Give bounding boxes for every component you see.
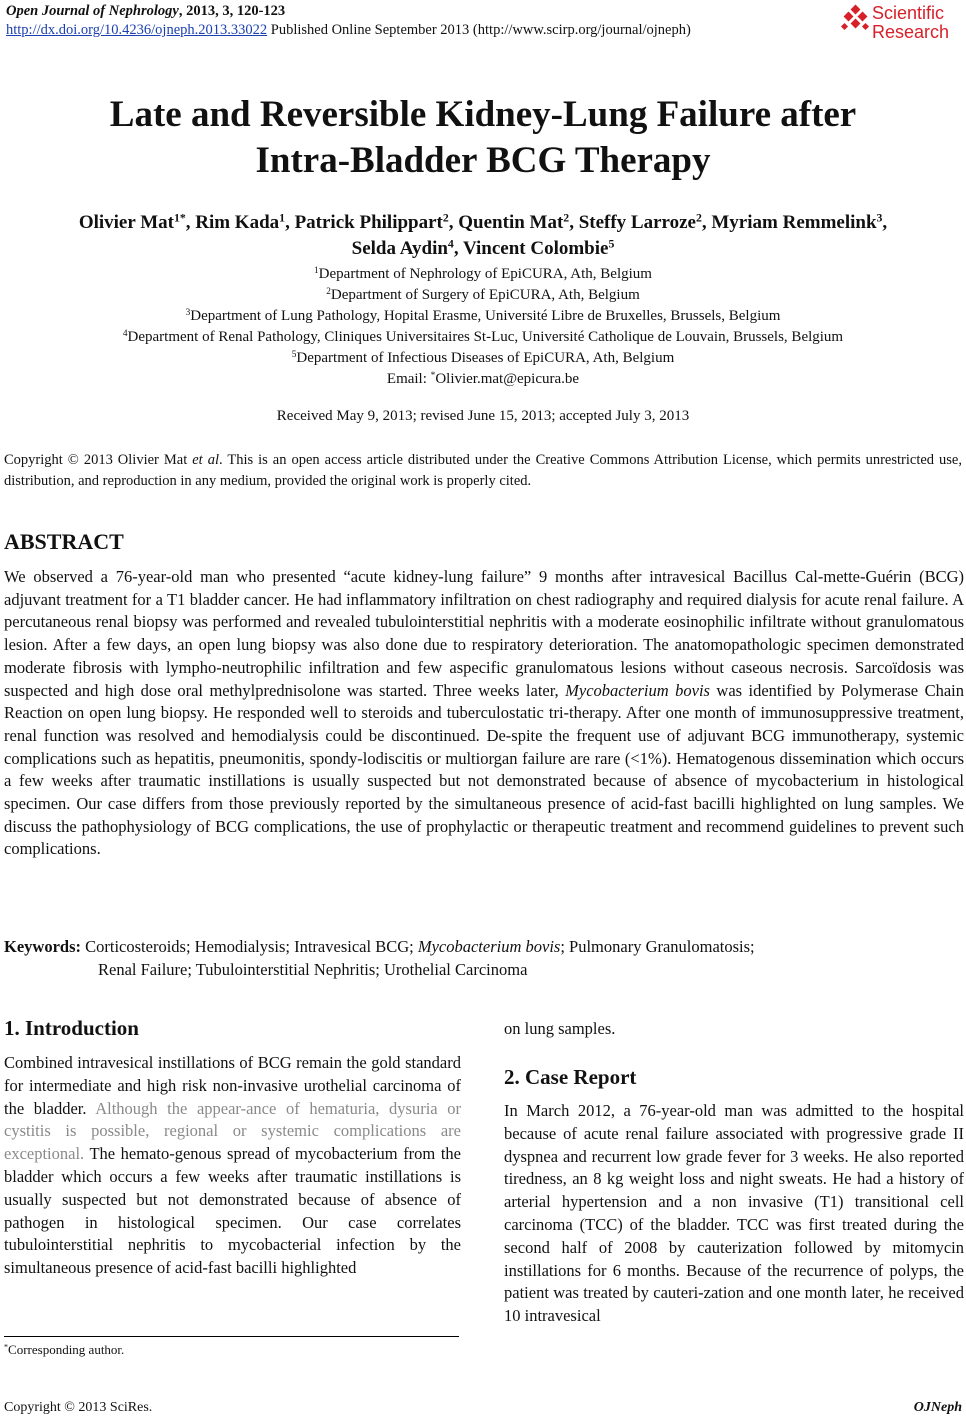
keywords-line-2: Renal Failure; Tubulointerstitial Nephritis; Urothelial Carcinoma [98,960,528,979]
keywords: Keywords: Corticosteroids; Hemodialysis; Intravesical BCG; Mycobacterium bovis; Pulmonary Granulomatosis; Renal Failure; Tubulointerstitial Nephritis; Urothelial Carcinoma [4,935,964,981]
author: Patrick Philippart$^2$, [294,211,459,233]
author: Olivier Mat$^{1*}$, [78,211,196,233]
introduction-text: Combined intravesical instillations of BCG remain the gold standard for intermediate and high risk non-invasive urothelial carcinoma of the bladder. Although the appear-ance of hematuria, dysuria or cystitis is possible, regional or systemic complications are exceptional. The hemato-genous spread of mycobacterium from the bladder which occurs a few weeks after traumatic instillations is usually suspected but not demonstrated because of absence of pathogen in histological specimen. Our case correlates tubulointerstitial nephritis to mycobacterial infection by the simultaneous presence of acid-fast bacilli highlighted [4,1053,461,1278]
journal-name: Open Journal of Nephrology [6,3,179,19]
author-line-1 [0,210,966,236]
page-footer [4,1400,962,1416]
title-line-2: Intra-Bladder BCG Therapy [255,140,711,181]
affiliation: $^2$Department of Surgery of EpiCURA, Ath, Belgium [326,286,640,303]
logo-text-scientific: Scientific [872,3,945,23]
journal-citation [6,2,956,21]
author: Vincent Colombie$^5$ [462,237,615,259]
affiliation: $^4$Department of Renal Pathology, Cliniques Universitaires St-Luc, Université Catholique de Louvain, Brussels, Belgium [122,328,844,345]
footnote: *Corresponding author. [4,1342,125,1357]
author: Selda Aydin$^4$, [351,237,463,259]
author-list [0,210,966,262]
author: Myriam Remmelink$^3$, [711,211,888,233]
affiliation-list [0,264,966,390]
introduction-continued: on lung samples. [504,1019,616,1038]
email-line: Email: *Olivier.mat@epicura.be [386,370,580,387]
author-line-2 [0,236,966,262]
logo-diamond-icon [842,6,870,34]
abstract-text: We observed a 76-year-old man who presented “acute kidney-lung failure” 9 months after intravesical Bacillus Cal-mette-Guérin (BCG) adjuvant treatment for a T1 bladder cancer. He had inflammatory infiltration on chest radiography and required dialysis for acute renal failure. A percutaneous renal biopsy was performed and revealed tubulointerstitial nephritis with a moderate eosinophilic infiltrate without granulomatous lesion. After a few days, an open lung biopsy was also done due to respiratory deterioration. The anatomopathologic specimen demonstrated moderate fibrosis with lympho-neutrophilic infiltration and few aspecific granulomatous lesions without caseous necrosis. Sarcoïdosis was suspected and high dose oral methylprednisolone was started. Three weeks later, Mycobacterium bovis was identified by Polymerase Chain Reaction on open lung biopsy. He responded well to steroids and tuberculostatic tri-therapy. After one month of immunosuppressive treatment, renal function was resolved and hemodialysis could be discontinued. De-spite the frequent use of adjuvant BCG immunotherapy, systemic complications such as hepatitis, pneumonitis, spondy-lodiscitis or multiorgan failure are rare (<1%). Hematogenous dissemination which occurs a few weeks after traumatic instillations is usually suspected but not demonstrated because of absence of mycobacterium in histological specimen. Our case differs from those previously reported by the simultaneous presence of acid-fast bacilli highlighted on lung samples. We discuss the pathophysiology of BCG complications, the use of prophylactic or therapeutic treatment and recommend guidelines to prevent such complications. [4,567,964,859]
case-report-text: In March 2012, a 76-year-old man was admitted to the hospital because of acute renal failure associated with progressive grade II dyspnea and recurrent low grade fever for 3 weeks. He also reported tiredness, an 8 kg weight loss and night sweats. He had a history of arterial hypertension and a non invasive (T1) transitional cell carcinoma (TCC) of the bladder. TCC was first treated during the second half of 2008 by cauterization followed by mitomycin instillations for 6 months. Because of the recurrence of polyps, the patient was treated by cauteri-zation and one month later, he received 10 intravesical [504,1101,964,1326]
abstract-heading: ABSTRACT [4,529,124,554]
logo-text-research: Research [872,22,950,42]
scientific-research-logo [842,2,962,42]
affiliation: $^3$Department of Lung Pathology, Hopital Erasme, Université Libre de Bruxelles, Brussels, Belgium [185,307,781,324]
footnote-rule [4,1336,459,1337]
section-heading-case-report: 2. Case Report [504,1065,637,1089]
footer-journal-abbrev: OJNeph [913,1400,962,1415]
title-line-1: Late and Reversible Kidney-Lung Failure after [109,94,857,135]
author: Quentin Mat$^2$, [458,211,579,233]
doi-link[interactable]: http://dx.doi.org/10.4236/ojneph.2013.33022 [6,22,268,38]
doi-line [6,21,956,40]
received-dates: Received May 9, 2013; revised June 15, 2013; accepted July 3, 2013 [276,408,690,424]
email-address[interactable]: Olivier.mat@epicura.be [435,371,580,387]
copyright-notice: Copyright © 2013 Olivier Mat et al. This is an open access article distributed under the Creative Commons Attribution License, which permits unrestricted use, distribution, and reproduction in any medium, provided the original work is properly cited. [4,452,962,489]
paper-title [0,92,966,184]
footer-copyright: Copyright © 2013 SciRes. [4,1400,153,1415]
journal-header [6,2,956,40]
affiliation: $^1$Department of Nephrology of EpiCURA, Ath, Belgium [314,265,652,282]
author: Steffy Larroze$^2$, [578,211,712,233]
author: Rim Kada$^1$, [195,211,295,233]
section-heading-introduction: 1. Introduction [4,1016,139,1040]
keywords-label: Keywords: [4,937,81,956]
affiliation: $^5$Department of Infectious Diseases of EpiCURA, Ath, Belgium [291,349,675,366]
journal-volume: , 2013, 3, 120-123 [178,3,286,19]
published-online: Published Online September 2013 (http://www.scirp.org/journal/ojneph) [267,22,691,38]
